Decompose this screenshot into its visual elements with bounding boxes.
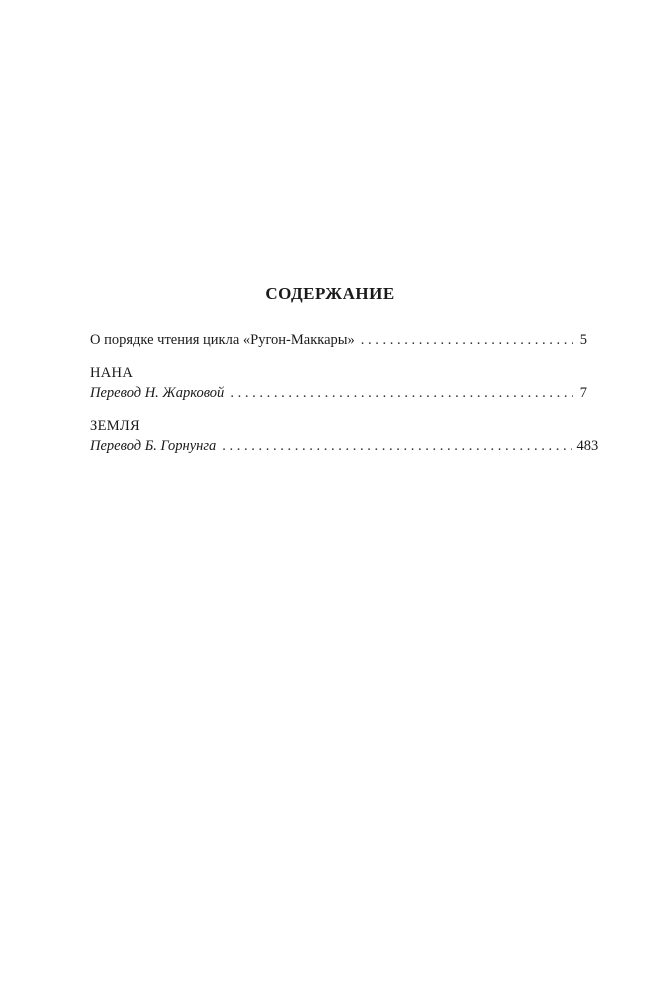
toc-page-number: 5 <box>579 332 587 348</box>
toc-entry-heading: ЗЕМЛЯ <box>90 418 141 434</box>
toc-line[interactable] <box>90 436 599 456</box>
toc-line[interactable] <box>90 383 587 403</box>
toc-entry-zemlya <box>90 416 599 456</box>
table-of-contents <box>90 330 599 469</box>
toc-entry-heading: НАНА <box>90 365 134 381</box>
toc-entry-reading-order <box>90 330 587 350</box>
toc-page-number: 483 <box>576 438 599 454</box>
toc-entry-nana <box>90 363 587 403</box>
toc-title: СОДЕРЖАНИЕ <box>265 284 395 303</box>
toc-line[interactable] <box>90 330 587 350</box>
toc-entry-text: О порядке чтения цикла «Ругон-Маккары» <box>90 332 355 348</box>
toc-entry-text: Перевод Б. Горнунга <box>90 438 217 454</box>
dot-leader <box>361 330 573 350</box>
dot-leader <box>222 436 572 456</box>
toc-entry-text: Перевод Н. Жарковой <box>90 385 225 401</box>
dot-leader <box>230 383 573 403</box>
toc-page-number: 7 <box>579 385 587 401</box>
